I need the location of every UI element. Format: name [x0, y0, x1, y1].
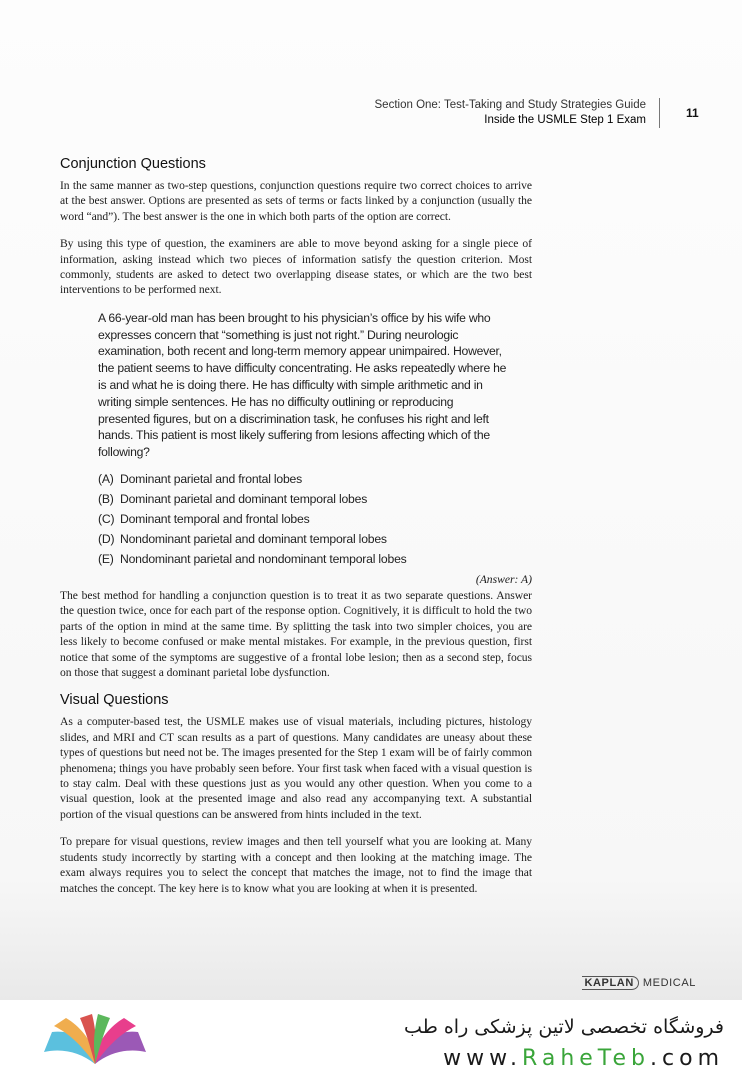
open-book-icon — [40, 1012, 150, 1072]
option-text: Dominant parietal and frontal lobes — [120, 472, 303, 487]
paragraph: To prepare for visual questions, review images and then tell yourself what you are looking at. Many students study incorrectly by starting with a concept and then looking at the matching image. The exam always requires you to select the concept that matches the image, not to find the image that matches the concept. The key here is to know what you are looking at when it is presented. — [60, 835, 532, 895]
answer-options — [98, 469, 508, 569]
paragraph: As a computer-based test, the USMLE makes use of visual materials, including pictures, histology slides, and MRI and CT scan results as a part of questions. Many candidates are uneasy about these types of questions but need not be. The images presented for the Step 1 exam will be of fairly common phenomena; things you have probably seen before. Your first task when faced with a visual question is to stay calm. Deal with these questions just as you would any other question. When you come to a visual question, look at the presented image and also read any accompanying text. A substantial portion of the visual questions can be answered from hints included in the text. — [60, 715, 532, 821]
section-heading-visual: Visual Questions — [60, 692, 169, 709]
section-heading-conjunction: Conjunction Questions — [60, 156, 206, 172]
medical-wordmark: MEDICAL — [642, 977, 696, 989]
url-suffix: .com — [650, 1046, 724, 1071]
option-text: Dominant temporal and frontal lobes — [120, 512, 310, 527]
answer-key: (Answer: A) — [475, 573, 532, 587]
watermark-store-name: فروشگاه تخصصی لاتین پزشکی راه طب — [404, 1016, 724, 1038]
paragraph: By using this type of question, the examiners are able to move beyond asking for a single piece of information, asking instead which two pieces of information satisfy the question criterion. Most commonly, students are asked to detect two overlapping disease states, or which are the two best interventions to be performed next. — [60, 237, 532, 297]
answer-option — [98, 549, 508, 569]
option-text: Nondominant parietal and dominant temporal lobes — [120, 532, 387, 547]
watermark-url — [443, 1046, 724, 1071]
page-content — [60, 156, 532, 908]
sample-question — [98, 310, 508, 569]
header-divider — [659, 98, 660, 128]
option-letter: (E) — [98, 552, 114, 567]
chapter-title: Inside the USMLE Step 1 Exam — [484, 114, 646, 126]
url-brand: RaheTeb — [522, 1046, 651, 1071]
page-number: 11 — [686, 106, 699, 120]
option-letter: (D) — [98, 532, 115, 547]
answer-option — [98, 529, 508, 549]
question-stem: A 66-year-old man has been brought to his physician’s office by his wife who expresses concern that “something is just not right.” During neurologic examination, both recent and long-term memory appear unimpaired. However, the patient seems to have difficulty concentrating. He asks repeatedly where he is and what he is doing there. He has difficulty with simple arithmetic and in writing simple sentences. He has no difficulty outlining or reproducing presented figures, but on a discrimination task, he confuses his right and left hands. This patient is most likely suffering from lesions affecting which of the following? — [98, 310, 507, 460]
option-text: Dominant parietal and dominant temporal lobes — [120, 492, 368, 507]
publisher-logo — [582, 976, 696, 990]
paragraph: In the same manner as two-step questions, conjunction questions require two correct choices to arrive at the best answer. Options are presented as sets of terms or facts linked by a conjunction (usually the word “and”). The best answer is the one in which both parts of the option are correct. — [60, 179, 532, 223]
watermark-banner — [0, 1000, 742, 1080]
option-letter: (A) — [98, 472, 114, 487]
answer-option — [98, 509, 508, 529]
paragraph: The best method for handling a conjunction question is to treat it as two separate questions. Answer the question twice, once for each part of the response option. Cognitively, it is difficult to hold the two parts of the option in mind at the same time. By splitting the task into two simpler choices, you are less likely to become confused or make mental mistakes. For example, in the previous question, first notice that some of the symptoms are suggestive of a frontal lobe lesion; then as a second step, focus on those that suggest a dominant parietal lobe dysfunction. — [60, 589, 532, 680]
running-head — [375, 98, 654, 128]
option-letter: (C) — [98, 512, 115, 527]
option-text: Nondominant parietal and nondominant temporal lobes — [120, 552, 407, 567]
kaplan-wordmark: KAPLAN — [582, 976, 638, 990]
section-title: Section One: Test-Taking and Study Strategies Guide — [374, 99, 646, 111]
url-prefix: www. — [443, 1046, 523, 1071]
answer-option — [98, 489, 508, 509]
answer-option — [98, 469, 508, 489]
option-letter: (B) — [98, 492, 114, 507]
